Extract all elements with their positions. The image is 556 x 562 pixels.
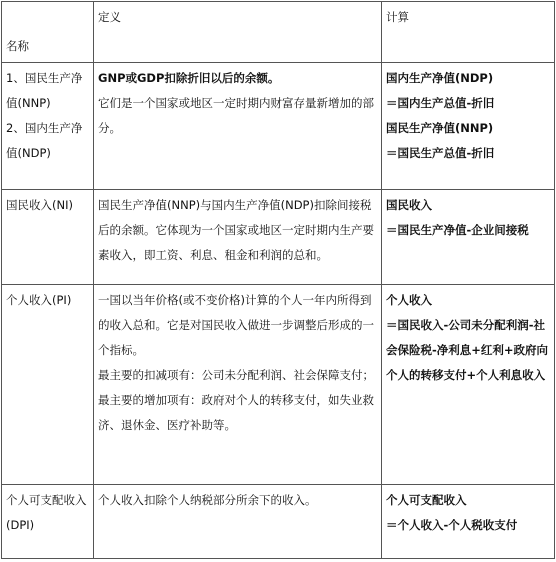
calculation-line: 国民生产净值(NNP): [386, 121, 494, 135]
calculation-cell: [382, 63, 555, 190]
definition-cell: [94, 285, 382, 485]
definition-line: 最主要的增加项有：政府对个人的转移支付，如失业救济、退休金、医疗补助等。: [98, 393, 374, 432]
header-row: [2, 2, 555, 63]
name-line: 个人可支配收入(DPI): [6, 493, 87, 532]
definition-cell: [94, 190, 382, 285]
table-row: [2, 285, 555, 485]
name-line: 国民收入(NI): [6, 198, 73, 212]
table-row: [2, 63, 555, 190]
calculation-cell: [382, 485, 555, 559]
definition-line: 它们是一个国家或地区一定时期内财富存量新增加的部分。: [98, 96, 374, 135]
name-cell: [2, 190, 94, 285]
name-cell: [2, 63, 94, 190]
calculation-line: ＝个人收入-个人税收支付: [386, 518, 518, 532]
name-cell: [2, 485, 94, 559]
definition-line: 国民生产净值(NNP)与国内生产净值(NDP)扣除间接税后的余额。它体现为一个国家或地区一定时期内生产要素收入，即工资、利息、租金和利润的总和。: [98, 198, 374, 262]
name-line: 1、国民生产净值(NNP): [6, 71, 83, 110]
name-line: 2、国内生产净值(NDP): [6, 121, 83, 160]
definition-cell: [94, 485, 382, 559]
calculation-line: ＝国民收入-公司未分配利润-社会保险税-净利息+红利+政府向个人的转移支付+个人利息收入: [386, 318, 549, 382]
calculation-line: ＝国民生产净值-企业间接税: [386, 223, 529, 237]
table-row: [2, 485, 555, 559]
definition-line: 一国以当年价格(或不变价格)计算的个人一年内所得到的收入总和。它是对国民收入做进一步调整后形成的一个指标。: [98, 293, 374, 357]
header-name: 名称: [2, 2, 94, 63]
calculation-line: ＝国内生产总值-折旧: [386, 96, 495, 110]
calculation-line: 个人可支配收入: [386, 493, 467, 507]
header-definition: 定义: [94, 2, 382, 63]
definition-cell: [94, 63, 382, 190]
definition-line: GNP或GDP扣除折旧以后的余额。: [98, 71, 280, 85]
definition-line: 最主要的扣减项有：公司未分配利润、社会保障支付；: [98, 368, 374, 382]
table-row: [2, 190, 555, 285]
calculation-line: 国内生产净值(NDP): [386, 71, 494, 85]
name-line: 个人收入(PI): [6, 293, 72, 307]
definition-line: 个人收入扣除个人纳税部分所余下的收入。: [98, 493, 317, 507]
calculation-cell: [382, 285, 555, 485]
header-calculation: 计算: [382, 2, 555, 63]
calculation-cell: [382, 190, 555, 285]
calculation-line: ＝国民生产总值-折旧: [386, 146, 495, 160]
calculation-line: 个人收入: [386, 293, 432, 307]
gdp-concepts-table: [1, 1, 555, 559]
name-cell: [2, 285, 94, 485]
calculation-line: 国民收入: [386, 198, 432, 212]
